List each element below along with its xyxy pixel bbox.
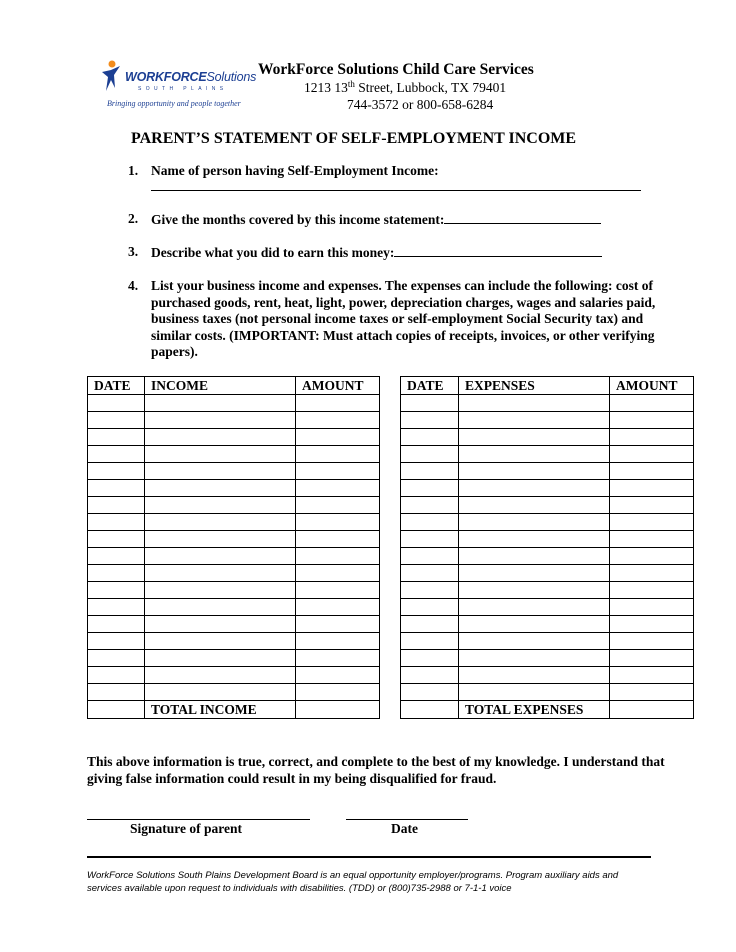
description-cell[interactable]	[145, 463, 296, 480]
amount-cell[interactable]	[296, 548, 380, 565]
total-date-cell	[401, 701, 459, 719]
amount-cell[interactable]	[610, 429, 694, 446]
amount-cell[interactable]	[296, 514, 380, 531]
description-cell[interactable]	[459, 480, 610, 497]
amount-cell[interactable]	[610, 565, 694, 582]
date-cell[interactable]	[88, 650, 145, 667]
description-cell[interactable]	[459, 684, 610, 701]
amount-cell[interactable]	[610, 650, 694, 667]
table-row	[88, 395, 380, 412]
description-cell[interactable]	[459, 446, 610, 463]
date-cell[interactable]	[401, 599, 459, 616]
table-header-row	[88, 377, 380, 395]
table-row	[401, 650, 694, 667]
total-label: TOTAL EXPENSES	[459, 701, 610, 719]
column-header-income: INCOME	[145, 377, 296, 395]
date-cell[interactable]	[88, 599, 145, 616]
column-header-amount: AMOUNT	[296, 377, 380, 395]
table-row	[88, 650, 380, 667]
table-row	[88, 531, 380, 548]
date-cell[interactable]	[88, 548, 145, 565]
date-cell[interactable]	[401, 565, 459, 582]
table-row	[401, 497, 694, 514]
date-cell[interactable]	[401, 548, 459, 565]
description-cell[interactable]	[145, 684, 296, 701]
date-cell[interactable]	[401, 616, 459, 633]
column-header-expenses: EXPENSES	[459, 377, 610, 395]
description-cell[interactable]	[145, 531, 296, 548]
certification-statement: This above information is true, correct, and complete to the best of my knowledge. I understand that giving false information could result in my being disqualified for fraud.	[87, 754, 665, 786]
footer-notice: WorkForce Solutions South Plains Development Board is an equal opportunity employer/programs. Program auxiliary aids and services available upon request to individuals with disabilities. (TDD) or (800)735-2988 or 7-1-1 voice	[87, 870, 619, 894]
date-cell[interactable]	[88, 395, 145, 412]
date-input-line[interactable]	[346, 819, 468, 820]
total-amount-cell[interactable]	[610, 701, 694, 719]
date-cell[interactable]	[401, 667, 459, 684]
date-cell[interactable]	[401, 446, 459, 463]
date-cell[interactable]	[401, 429, 459, 446]
column-header-amount: AMOUNT	[610, 377, 694, 395]
table-row	[88, 633, 380, 650]
amount-cell[interactable]	[610, 514, 694, 531]
form-title: PARENT’S STATEMENT OF SELF-EMPLOYMENT INCOME	[131, 130, 577, 147]
date-cell[interactable]	[401, 497, 459, 514]
amount-cell[interactable]	[296, 582, 380, 599]
table-row	[401, 395, 694, 412]
description-cell[interactable]	[145, 446, 296, 463]
table-row	[88, 548, 380, 565]
description-cell[interactable]	[459, 531, 610, 548]
column-header-date: DATE	[88, 377, 145, 395]
work-description-input-line[interactable]	[394, 244, 602, 257]
description-cell[interactable]	[459, 463, 610, 480]
amount-cell[interactable]	[610, 667, 694, 684]
amount-cell[interactable]	[610, 616, 694, 633]
question-text: Name of person having Self-Employment Income:	[151, 163, 439, 178]
amount-cell[interactable]	[610, 480, 694, 497]
total-label: TOTAL INCOME	[145, 701, 296, 719]
workforce-figure-icon	[100, 58, 126, 98]
org-name: WorkForce Solutions Child Care Services	[258, 61, 534, 78]
table-row	[401, 633, 694, 650]
description-cell[interactable]	[145, 599, 296, 616]
description-cell[interactable]	[459, 633, 610, 650]
amount-cell[interactable]	[610, 463, 694, 480]
table-row	[401, 667, 694, 684]
date-cell[interactable]	[88, 684, 145, 701]
description-cell[interactable]	[145, 514, 296, 531]
table-row	[88, 565, 380, 582]
table-row	[401, 531, 694, 548]
description-cell[interactable]	[459, 548, 610, 565]
date-cell[interactable]	[88, 429, 145, 446]
amount-cell[interactable]	[296, 395, 380, 412]
total-amount-cell[interactable]	[296, 701, 380, 719]
months-input-line[interactable]	[444, 211, 601, 224]
date-cell[interactable]	[88, 616, 145, 633]
table-row	[401, 565, 694, 582]
date-cell[interactable]	[401, 582, 459, 599]
signature-label: Signature of parent	[130, 821, 243, 836]
table-row	[401, 684, 694, 701]
description-cell[interactable]	[459, 412, 610, 429]
amount-cell[interactable]	[610, 548, 694, 565]
column-header-date: DATE	[401, 377, 459, 395]
amount-cell[interactable]	[296, 463, 380, 480]
date-cell[interactable]	[88, 412, 145, 429]
date-cell[interactable]	[88, 633, 145, 650]
total-row	[401, 701, 694, 719]
amount-cell[interactable]	[610, 412, 694, 429]
amount-cell[interactable]	[610, 395, 694, 412]
table-row	[401, 480, 694, 497]
description-cell[interactable]	[459, 395, 610, 412]
table-header-row	[401, 377, 694, 395]
amount-cell[interactable]	[610, 497, 694, 514]
logo-tagline: Bringing opportunity and people together	[107, 99, 241, 108]
amount-cell[interactable]	[296, 446, 380, 463]
table-row	[88, 480, 380, 497]
description-cell[interactable]	[459, 565, 610, 582]
amount-cell[interactable]	[610, 446, 694, 463]
date-cell[interactable]	[401, 412, 459, 429]
date-cell[interactable]	[401, 514, 459, 531]
question-number: 1.	[128, 163, 139, 178]
total-row	[88, 701, 380, 719]
date-cell[interactable]	[88, 582, 145, 599]
org-phone: 744-3572 or 800-658-6284	[347, 97, 494, 112]
table-row	[88, 463, 380, 480]
question-text: Give the months covered by this income statement:	[151, 212, 445, 227]
amount-cell[interactable]	[296, 684, 380, 701]
date-cell[interactable]	[401, 395, 459, 412]
description-cell[interactable]	[459, 429, 610, 446]
question-number: 4.	[128, 278, 139, 293]
amount-cell[interactable]	[296, 616, 380, 633]
description-cell[interactable]	[145, 667, 296, 684]
amount-cell[interactable]	[296, 480, 380, 497]
description-cell[interactable]	[145, 412, 296, 429]
footer-divider	[87, 856, 651, 858]
date-cell[interactable]	[88, 446, 145, 463]
description-cell[interactable]	[459, 650, 610, 667]
description-cell[interactable]	[459, 514, 610, 531]
table-row	[88, 429, 380, 446]
table-row	[88, 684, 380, 701]
table-row	[401, 616, 694, 633]
date-cell[interactable]	[401, 684, 459, 701]
description-cell[interactable]	[145, 633, 296, 650]
date-cell[interactable]	[88, 480, 145, 497]
date-cell[interactable]	[401, 633, 459, 650]
description-cell[interactable]	[145, 429, 296, 446]
table-row	[88, 582, 380, 599]
amount-cell[interactable]	[296, 412, 380, 429]
amount-cell[interactable]	[296, 429, 380, 446]
description-cell[interactable]	[145, 565, 296, 582]
amount-cell[interactable]	[296, 667, 380, 684]
description-cell[interactable]	[459, 667, 610, 684]
description-cell[interactable]	[145, 650, 296, 667]
amount-cell[interactable]	[296, 599, 380, 616]
description-cell[interactable]	[145, 548, 296, 565]
table-row	[88, 514, 380, 531]
amount-cell[interactable]	[610, 531, 694, 548]
name-input-line[interactable]	[151, 190, 641, 191]
amount-cell[interactable]	[610, 599, 694, 616]
amount-cell[interactable]	[610, 633, 694, 650]
date-cell[interactable]	[88, 565, 145, 582]
description-cell[interactable]	[145, 582, 296, 599]
amount-cell[interactable]	[610, 684, 694, 701]
amount-cell[interactable]	[296, 650, 380, 667]
table-row	[401, 412, 694, 429]
date-cell[interactable]	[401, 463, 459, 480]
description-cell[interactable]	[459, 616, 610, 633]
table-row	[401, 463, 694, 480]
question-number: 3.	[128, 244, 139, 259]
date-cell[interactable]	[88, 463, 145, 480]
description-cell[interactable]	[145, 395, 296, 412]
table-row	[401, 429, 694, 446]
table-row	[401, 514, 694, 531]
date-label: Date	[391, 821, 418, 836]
table-row	[401, 548, 694, 565]
description-cell[interactable]	[459, 599, 610, 616]
description-cell[interactable]	[145, 497, 296, 514]
amount-cell[interactable]	[610, 582, 694, 599]
table-row	[88, 446, 380, 463]
logo-subtitle: SOUTH PLAINS	[138, 86, 228, 92]
date-cell[interactable]	[88, 514, 145, 531]
table-row	[88, 599, 380, 616]
table-row	[401, 599, 694, 616]
table-row	[88, 412, 380, 429]
expenses-table	[400, 376, 694, 719]
description-cell[interactable]	[145, 616, 296, 633]
date-cell[interactable]	[401, 531, 459, 548]
date-cell[interactable]	[88, 497, 145, 514]
amount-cell[interactable]	[296, 531, 380, 548]
logo-wordmark: WORKFORCESolutions	[125, 70, 257, 84]
amount-cell[interactable]	[296, 497, 380, 514]
amount-cell[interactable]	[296, 633, 380, 650]
date-cell[interactable]	[401, 480, 459, 497]
table-row	[88, 497, 380, 514]
table-row	[401, 582, 694, 599]
question-number: 2.	[128, 211, 139, 226]
question-text: List your business income and expenses. The expenses can include the following: cost of purchased goods, rent, heat, light, power, depreciation charges, wages and salaries paid, business taxes (not personal income taxes or self-employment Social Security tax) and similar costs. (IMPORTANT: Must attach copies of receipts, invoices, or other verifying papers).	[151, 278, 656, 359]
date-cell[interactable]	[88, 531, 145, 548]
org-address: 1213 13th Street, Lubbock, TX 79401	[304, 79, 507, 95]
table-row	[88, 616, 380, 633]
total-date-cell	[88, 701, 145, 719]
signature-input-line[interactable]	[87, 819, 310, 820]
table-row	[88, 667, 380, 684]
date-cell[interactable]	[88, 667, 145, 684]
amount-cell[interactable]	[296, 565, 380, 582]
description-cell[interactable]	[459, 582, 610, 599]
question-text: Describe what you did to earn this money:	[151, 245, 395, 260]
description-cell[interactable]	[145, 480, 296, 497]
table-row	[401, 446, 694, 463]
description-cell[interactable]	[459, 497, 610, 514]
date-cell[interactable]	[401, 650, 459, 667]
income-table	[87, 376, 380, 719]
